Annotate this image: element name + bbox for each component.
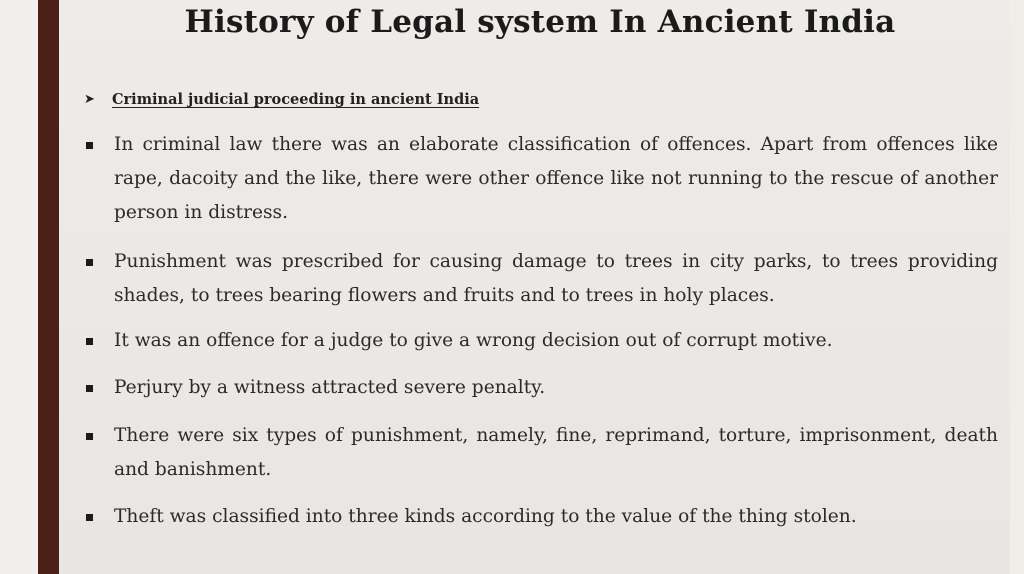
bullet-text: Theft was classified into three kinds according to the value of the thing stolen. bbox=[114, 506, 857, 527]
right-margin bbox=[1010, 0, 1024, 574]
square-bullet-icon bbox=[86, 433, 93, 440]
slide-title: History of Legal system In Ancient India bbox=[184, 4, 896, 40]
square-bullet-icon bbox=[86, 259, 93, 266]
list-item bbox=[86, 500, 998, 534]
subheading: Criminal judicial proceeding in ancient India bbox=[112, 91, 480, 108]
bullet-text: It was an offence for a judge to give a wrong decision out of corrupt motive. bbox=[114, 330, 833, 351]
list-item bbox=[86, 324, 998, 358]
arrow-right-icon: ➤ bbox=[84, 92, 95, 107]
square-bullet-icon bbox=[86, 514, 93, 521]
subheading-row bbox=[84, 91, 479, 108]
bullet-text: There were six types of punishment, namely, fine, reprimand, torture, imprisonment, death and banishment. bbox=[114, 425, 998, 480]
list-item bbox=[86, 245, 998, 313]
list-item bbox=[86, 419, 998, 487]
bullet-text: Punishment was prescribed for causing damage to trees in city parks, to trees providing shades, to trees bearing flowers and fruits and to trees in holy places. bbox=[114, 251, 998, 306]
left-margin bbox=[0, 0, 38, 574]
list-item bbox=[86, 128, 998, 230]
bullet-text: Perjury by a witness attracted severe penalty. bbox=[114, 377, 546, 398]
square-bullet-icon bbox=[86, 385, 93, 392]
list-item bbox=[86, 371, 998, 405]
square-bullet-icon bbox=[86, 142, 93, 149]
bullet-text: In criminal law there was an elaborate classification of offences. Apart from offences like rape, dacoity and the like, there were other offence like not running to the rescue of another person in distress. bbox=[114, 134, 998, 223]
square-bullet-icon bbox=[86, 338, 93, 345]
left-accent-bar bbox=[38, 0, 59, 574]
